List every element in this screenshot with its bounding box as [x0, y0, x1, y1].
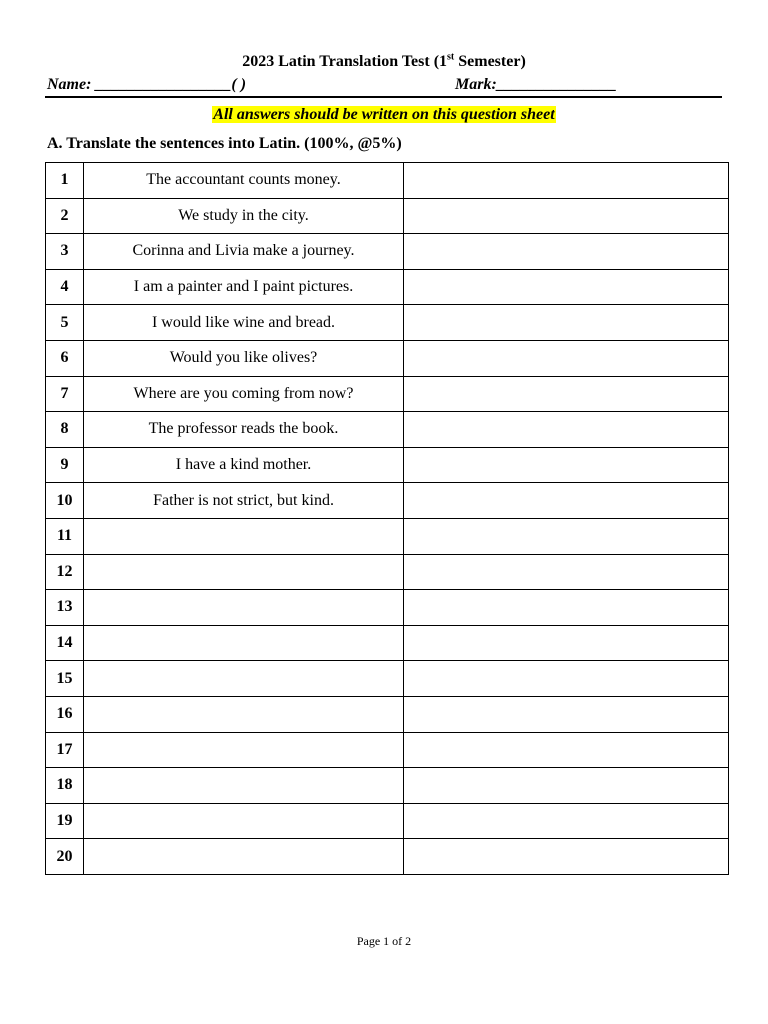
- title-end: Semester): [454, 53, 526, 70]
- page-footer: Page 1 of 2: [356, 934, 412, 948]
- table-row: [46, 661, 729, 697]
- table-row: [46, 590, 729, 626]
- table-row: [46, 768, 729, 804]
- question-number: 2: [46, 198, 84, 234]
- page-title: [0, 53, 768, 71]
- question-number: 1: [46, 163, 84, 199]
- question-number: 6: [46, 340, 84, 376]
- table-row: [46, 376, 729, 412]
- question-text: [84, 518, 404, 554]
- answer-cell[interactable]: [404, 625, 729, 661]
- question-text: We study in the city.: [84, 198, 404, 234]
- table-row: [46, 305, 729, 341]
- table-row: [46, 163, 729, 199]
- table-row: [46, 234, 729, 270]
- question-text: [84, 661, 404, 697]
- answer-cell[interactable]: [404, 732, 729, 768]
- question-number: 15: [46, 661, 84, 697]
- question-number: 4: [46, 269, 84, 305]
- question-number: 20: [46, 839, 84, 875]
- answer-cell[interactable]: [404, 269, 729, 305]
- question-text: The professor reads the book.: [84, 412, 404, 448]
- question-number: 17: [46, 732, 84, 768]
- answer-cell[interactable]: [404, 696, 729, 732]
- table-row: [46, 269, 729, 305]
- answer-cell[interactable]: [404, 376, 729, 412]
- question-text: [84, 803, 404, 839]
- answer-cell[interactable]: [404, 803, 729, 839]
- title-main: 2023 Latin Translation Test (1: [242, 53, 448, 70]
- question-number: 8: [46, 412, 84, 448]
- answer-cell[interactable]: [404, 839, 729, 875]
- notice-highlight: All answers should be written on this question sheet: [213, 106, 555, 123]
- answer-cell[interactable]: [404, 590, 729, 626]
- table-row: [46, 625, 729, 661]
- question-number: 7: [46, 376, 84, 412]
- question-number: 3: [46, 234, 84, 270]
- question-text: [84, 625, 404, 661]
- answer-cell[interactable]: [404, 163, 729, 199]
- question-text: Where are you coming from now?: [84, 376, 404, 412]
- instruction-notice: [0, 106, 768, 124]
- question-text: Corinna and Livia make a journey.: [84, 234, 404, 270]
- question-number: 11: [46, 518, 84, 554]
- answer-cell[interactable]: [404, 198, 729, 234]
- question-text: I would like wine and bread.: [84, 305, 404, 341]
- answer-cell[interactable]: [404, 447, 729, 483]
- question-text: Would you like olives?: [84, 340, 404, 376]
- question-text: [84, 590, 404, 626]
- section-a-heading: A. Translate the sentences into Latin. (100%, @5%): [47, 135, 402, 152]
- table-row: [46, 198, 729, 234]
- table-row: [46, 518, 729, 554]
- question-text: [84, 768, 404, 804]
- question-text: [84, 732, 404, 768]
- table-row: [46, 803, 729, 839]
- question-number: 18: [46, 768, 84, 804]
- table-row: [46, 340, 729, 376]
- table-row: [46, 554, 729, 590]
- answer-cell[interactable]: [404, 554, 729, 590]
- question-number: 10: [46, 483, 84, 519]
- answer-cell[interactable]: [404, 661, 729, 697]
- translation-table: [45, 162, 729, 875]
- answer-cell[interactable]: [404, 518, 729, 554]
- question-number: 5: [46, 305, 84, 341]
- question-text: I am a painter and I paint pictures.: [84, 269, 404, 305]
- question-number: 16: [46, 696, 84, 732]
- table-row: [46, 732, 729, 768]
- answer-cell[interactable]: [404, 412, 729, 448]
- table-row: [46, 412, 729, 448]
- question-number: 19: [46, 803, 84, 839]
- answer-cell[interactable]: [404, 305, 729, 341]
- question-number: 14: [46, 625, 84, 661]
- question-number: 12: [46, 554, 84, 590]
- question-number: 13: [46, 590, 84, 626]
- answer-cell[interactable]: [404, 234, 729, 270]
- mark-field[interactable]: Mark:_______________: [455, 76, 617, 93]
- table-row: [46, 483, 729, 519]
- answer-cell[interactable]: [404, 340, 729, 376]
- table-row: [46, 447, 729, 483]
- question-text: Father is not strict, but kind.: [84, 483, 404, 519]
- question-text: The accountant counts money.: [84, 163, 404, 199]
- question-text: [84, 839, 404, 875]
- question-number: 9: [46, 447, 84, 483]
- question-text: [84, 696, 404, 732]
- answer-cell[interactable]: [404, 768, 729, 804]
- table-row: [46, 839, 729, 875]
- name-mark-line: [45, 76, 722, 98]
- answer-cell[interactable]: [404, 483, 729, 519]
- question-text: I have a kind mother.: [84, 447, 404, 483]
- table-row: [46, 696, 729, 732]
- title-superscript: st: [447, 51, 455, 63]
- name-field[interactable]: Name: _________________( ): [47, 76, 247, 93]
- question-text: [84, 554, 404, 590]
